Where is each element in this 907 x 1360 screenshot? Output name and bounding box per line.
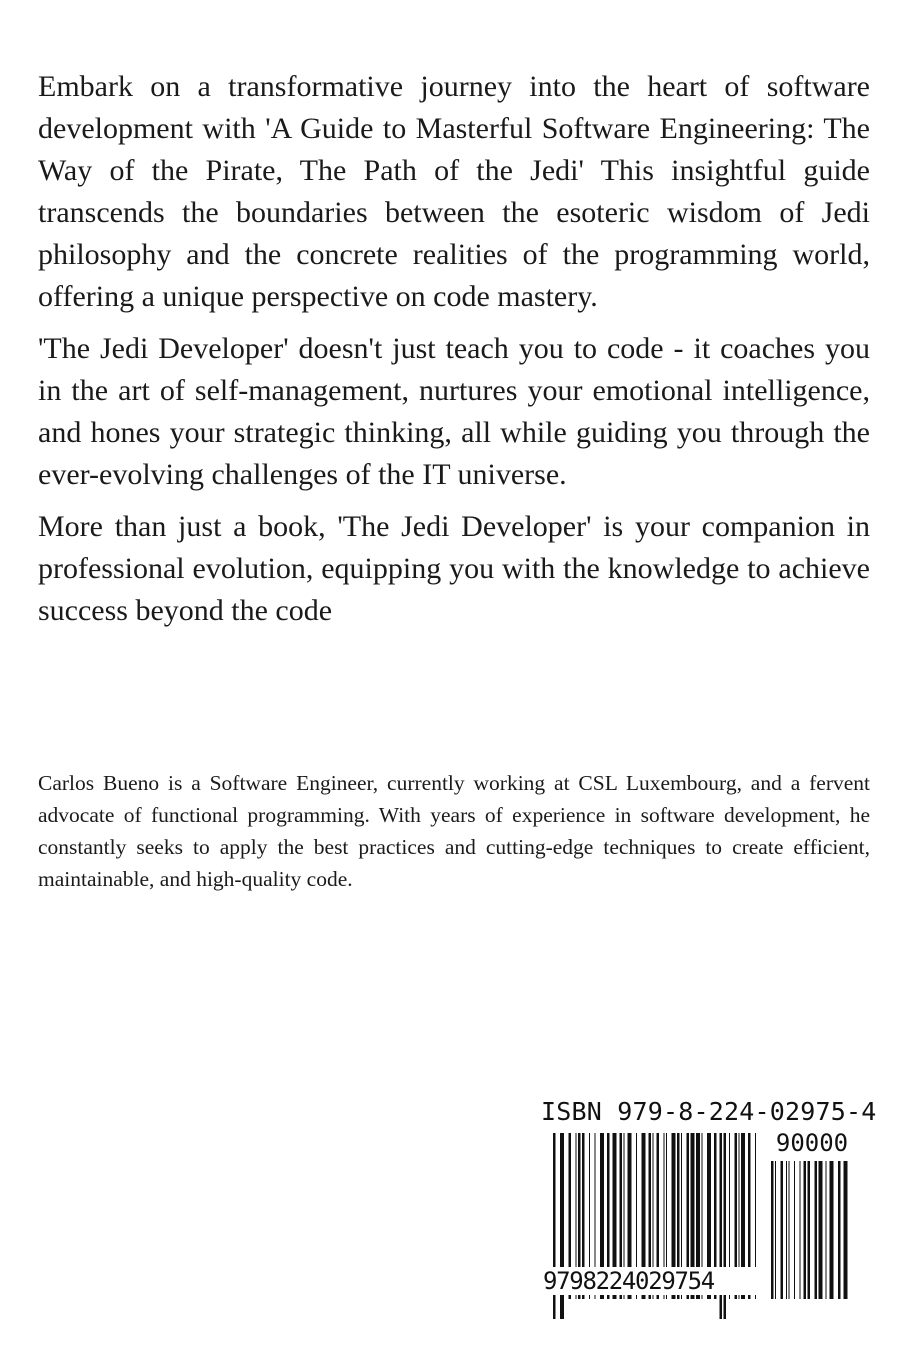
author-bio: Carlos Bueno is a Software Engineer, currently working at CSL Luxembourg, and a fervent advocate of functional programming. With years of experience in software development, he constantly seeks to apply the best practices and cutting-edge techniques to create efficient, maintainable, and high-quality code. <box>38 771 870 891</box>
barcode-bar <box>838 1161 841 1299</box>
description-paragraph-3: More than just a book, 'The Jedi Developer' is your companion in professional evolution, equipping you with the knowledge to achieve success beyond the code <box>38 510 870 627</box>
barcode-bar <box>781 1161 784 1299</box>
barcode-bar <box>786 1161 787 1299</box>
isbn-label: ISBN 979-8-224-02975-4 <box>541 1097 877 1126</box>
barcode-bar <box>794 1161 795 1299</box>
barcode-bar <box>804 1161 807 1299</box>
barcode-bar <box>808 1161 811 1299</box>
barcode-digits: 9798224029754 <box>541 1267 757 1295</box>
price-addon-label: 90000 <box>775 1129 849 1157</box>
book-description <box>38 66 870 642</box>
description-paragraph-1: Embark on a transformative journey into the heart of software development with 'A Guide to Masterful Software Engineering: The Way of the Pirate, The Path of the Jedi' This insightful guide transcends the boundaries between the esoteric wisdom of Jedi philosophy and the concrete realities of the programming world, offering a unique perspective on code mastery. <box>38 70 870 313</box>
price-addon-bars <box>771 1161 853 1319</box>
barcode-bar <box>815 1161 818 1299</box>
barcode-bar <box>826 1161 827 1299</box>
description-paragraph-2: 'The Jedi Developer' doesn't just teach you to code - it coaches you in the art of self-management, nurtures your emotional intelligence, and hones your strategic thinking, all while guiding you through the ever-evolving challenges of the IT universe. <box>38 332 870 491</box>
barcode-bar <box>789 1161 790 1299</box>
barcode-bar <box>830 1161 834 1299</box>
barcode-bar <box>819 1161 823 1299</box>
isbn-barcode <box>541 1097 877 1317</box>
barcode-bar <box>844 1161 848 1299</box>
barcode-bar <box>771 1161 774 1299</box>
barcode-bar <box>800 1161 801 1299</box>
barcode-bar <box>775 1161 776 1299</box>
